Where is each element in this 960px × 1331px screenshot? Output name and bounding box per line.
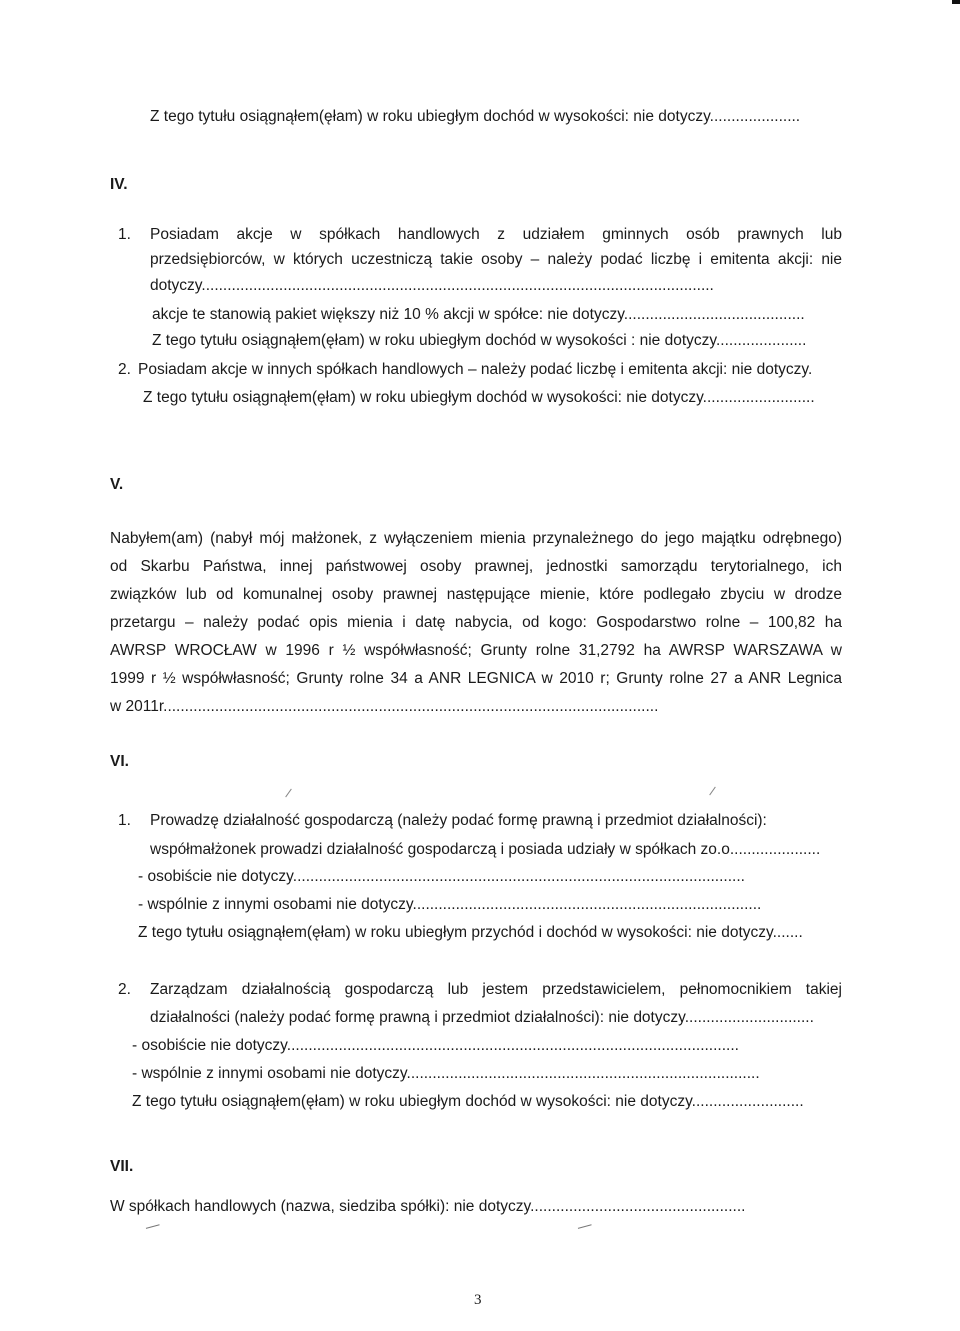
pen-mark [709, 787, 716, 796]
sec4-item2-number: 2. [118, 361, 131, 378]
section-v-heading: V. [110, 476, 124, 493]
sec6-item1-line5: Z tego tytułu osiągnąłem(ęłam) w roku ubiegłym przychód i dochód w wysokości: nie dotyczy....... [138, 924, 803, 941]
sec5-line4: przetargu – należy podać opis mienia i datę nabycia, od kogo: Gospodarstwo rolne – 100,82 ha [110, 614, 842, 631]
section-vii-heading: VII. [110, 1158, 134, 1175]
sec6-item1-line1: Prowadzę działalność gospodarczą (należy podać formę prawną i przedmiot działalności): [150, 812, 767, 829]
sec4-item2-line2: Z tego tytułu osiągnąłem(ęłam) w roku ubiegłym dochód w wysokości: nie dotyczy.......................... [143, 389, 815, 406]
sec4-item2-line1: Posiadam akcje w innych spółkach handlowych – należy podać liczbę i emitenta akcji: nie dotyczy. [138, 361, 813, 378]
sec4-item1-line1: Posiadam akcje w spółkach handlowych z udziałem gminnych osób prawnych lub [150, 226, 842, 243]
pen-mark [578, 1224, 592, 1231]
pen-mark [285, 789, 292, 798]
sec6-item1-line2: współmałżonek prowadzi działalność gospodarczą i posiada udziały w spółkach zo.o..................... [150, 841, 821, 858]
sec6-item2-line1: Zarządzam działalnością gospodarczą lub jestem przedstawicielem, pełnomocnikiem takiej [150, 981, 842, 998]
sec4-item1-line2: przedsiębiorców, w których uczestniczą takie osoby – należy podać liczbę i emitenta akcji: nie [150, 251, 842, 268]
section-vi-heading: VI. [110, 753, 129, 770]
sec6-item2-line5: Z tego tytułu osiągnąłem(ęłam) w roku ubiegłym dochód w wysokości: nie dotyczy.......................... [132, 1093, 804, 1110]
sec4-item1-number: 1. [118, 226, 131, 243]
sec6-item2-line3: - osobiście nie dotyczy......................................................................................................... [132, 1037, 739, 1054]
sec5-line7: w 2011r................................................................................................................... [110, 698, 659, 715]
sec6-item2-line2: działalności (należy podać formę prawną i przedmiot działalności): nie dotyczy.............................. [150, 1009, 814, 1026]
sec6-item1-line3: - osobiście nie dotyczy......................................................................................................... [138, 868, 745, 885]
sec6-item2-number: 2. [118, 981, 131, 998]
sec4-item1-line3: dotyczy....................................................................................................................... [150, 277, 714, 294]
pen-mark [146, 1224, 160, 1231]
income-line-top: Z tego tytułu osiągnąłem(ęłam) w roku ubiegłym dochód w wysokości: nie dotyczy..................... [150, 108, 801, 125]
sec7-line1: W spółkach handlowych (nazwa, siedziba spółki): nie dotyczy.................................................. [110, 1198, 746, 1215]
sec6-item2-line4: - wspólnie z innymi osobami nie dotyczy.................................................................................. [132, 1065, 760, 1082]
sec5-line2: od Skarbu Państwa, innej państwowej osoby prawnej, jednostki samorządu terytorialnego, ich [110, 558, 842, 575]
section-iv-heading: IV. [110, 176, 128, 193]
sec6-item1-line4: - wspólnie z innymi osobami nie dotyczy................................................................................. [138, 896, 762, 913]
sec4-item1-line5: Z tego tytułu osiągnąłem(ęłam) w roku ubiegłym dochód w wysokości : nie dotyczy..................... [152, 332, 807, 349]
scan-edge-mark [952, 0, 960, 4]
sec5-line1: Nabyłem(am) (nabył mój małżonek, z wyłączeniem mienia przynależnego do jego majątku odrębnego) [110, 530, 842, 547]
page-number: 3 [474, 1292, 482, 1308]
sec6-item1-number: 1. [118, 812, 131, 829]
sec4-item1-line4: akcje te stanowią pakiet większy niż 10 % akcji w spółce: nie dotyczy.......................................... [152, 306, 805, 323]
sec5-line6: 1999 r ½ współwłasność; Grunty rolne 34 a ANR LEGNICA w 2010 r; Grunty rolne 27 a ANR Legnica [110, 670, 842, 687]
sec5-line5: AWRSP WROCŁAW w 1996 r ½ współwłasność; Grunty rolne 31,2792 ha AWRSP WARSZAWA w [110, 642, 842, 659]
sec5-line3: związków lub od komunalnej osoby prawnej następujące mienie, które podlegało zbyciu w drodze [110, 586, 842, 603]
